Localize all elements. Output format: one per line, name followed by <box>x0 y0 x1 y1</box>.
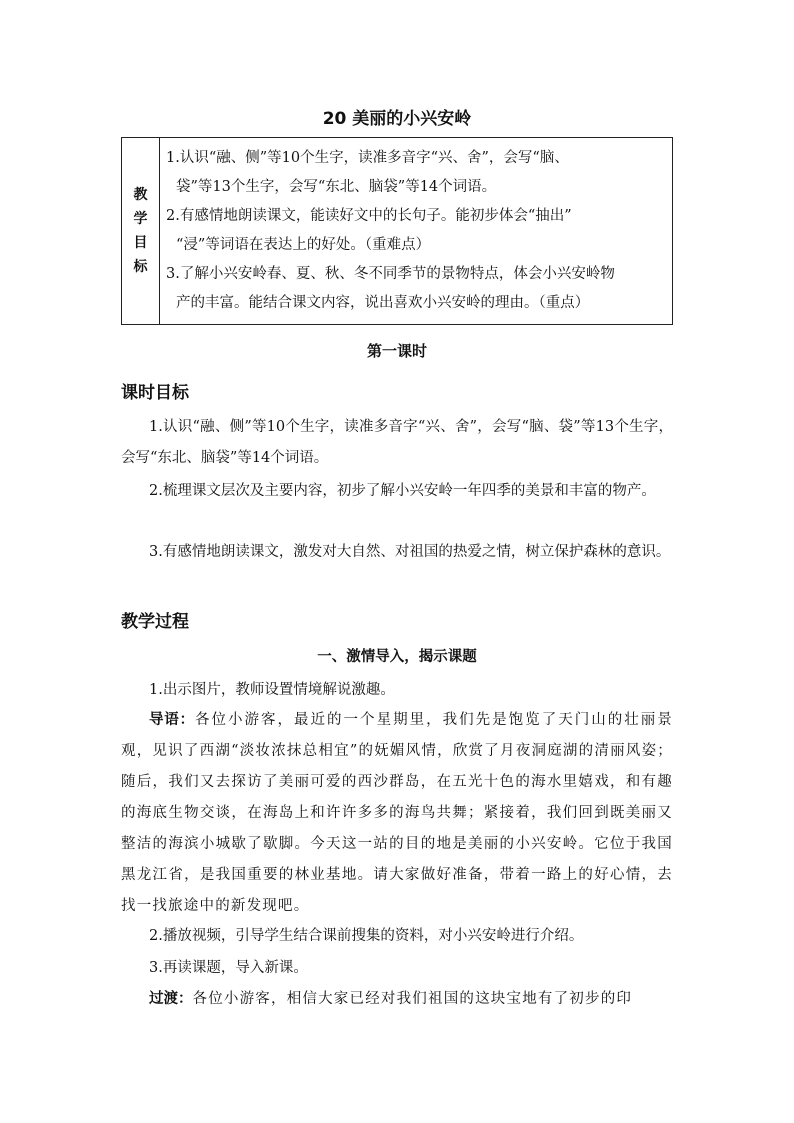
heading-char: 教 <box>133 187 148 203</box>
transition-text: 各位小游客，相信大家已经对我们祖国的这块宝地有了初步的印 <box>192 991 633 1007</box>
document-title: 20 美丽的小兴安岭 <box>322 109 472 129</box>
section-heading: 一、激情导入，揭示课题 <box>317 649 477 665</box>
lesson-title: 第一课时 <box>366 342 427 360</box>
objectives-table-heading <box>122 138 160 324</box>
objectives-table-body <box>166 144 666 318</box>
goal-paragraph: 3.有感情地朗读课文，激发对大自然、对祖国的热爱之情，树立保护森林的意识。 <box>149 544 671 560</box>
objective-line: 2.有感情地朗读课文，能读好文中的长句子。能初步体会“抽出” <box>166 208 572 224</box>
transition-paragraph <box>121 984 673 1015</box>
step-paragraph: 1.出示图片，教师设置情境解说激趣。 <box>149 682 395 698</box>
heading-char: 目 <box>133 235 148 251</box>
goal-paragraph: 2.梳理课文层次及主要内容，初步了解小兴安岭一年四季的美景和丰富的物产。 <box>149 483 656 499</box>
objective-line: 产的丰富。能结合课文内容，说出喜欢小兴安岭的理由。（重点） <box>176 295 590 311</box>
objectives-table <box>121 137 673 325</box>
intro-text: 各位小游客，最近的一个星期里，我们先是饱览了天门山的壮丽景观，见识了西湖“淡妆浓抹总相宜”的妩媚风情，欣赏了月夜洞庭湖的清丽风姿；随后，我们又去探访了美丽可爱的西沙群岛，在五光十色的海水里嬉戏，和有趣的海底生物交谈，在海岛上和许许多多的海鸟共舞；紧接着，我们回到既美丽又整洁的海滨小城歇了歇脚。今天这一站的目的地是美丽的小兴安岭。它位于我国黑龙江省，是我国重要的林业基地。请大家做好准备，带着一路上的好心情，去找一找旅途中的新发现吧。 <box>121 712 673 914</box>
step-paragraph: 3.再读课题，导入新课。 <box>149 960 308 976</box>
goal-paragraph: 1.认识“融、侧”等10个生字，读准多音字“兴、舍”，会写“脑、袋”等13个生字，会写“东北、脑袋”等14个词语。 <box>121 419 673 466</box>
step-paragraph: 2.播放视频，引导学生结合课前搜集的资料，对小兴安岭进行介绍。 <box>149 928 584 944</box>
transition-label: 过渡： <box>149 991 193 1007</box>
objective-line: 袋”等13个生字，会写“东北、脑袋”等14个词语。 <box>176 179 497 195</box>
objective-item <box>166 144 666 202</box>
objective-line: 3.了解小兴安岭春、夏、秋、冬不同季节的景物特点，体会小兴安岭物 <box>166 266 615 282</box>
objective-line: 1.认识“融、侧”等10个生字，读准多音字“兴、舍”，会写“脑、 <box>166 150 569 166</box>
objective-item <box>166 202 666 260</box>
objective-line: “浸”等词语在表达上的好处。（重难点） <box>176 237 431 253</box>
heading-char: 标 <box>133 259 148 275</box>
heading-char: 学 <box>133 211 148 227</box>
intro-label: 导语： <box>149 712 195 728</box>
intro-paragraph <box>121 705 673 922</box>
objective-item <box>166 260 666 318</box>
process-heading: 教学过程 <box>121 612 189 632</box>
goals-heading: 课时目标 <box>121 383 189 403</box>
